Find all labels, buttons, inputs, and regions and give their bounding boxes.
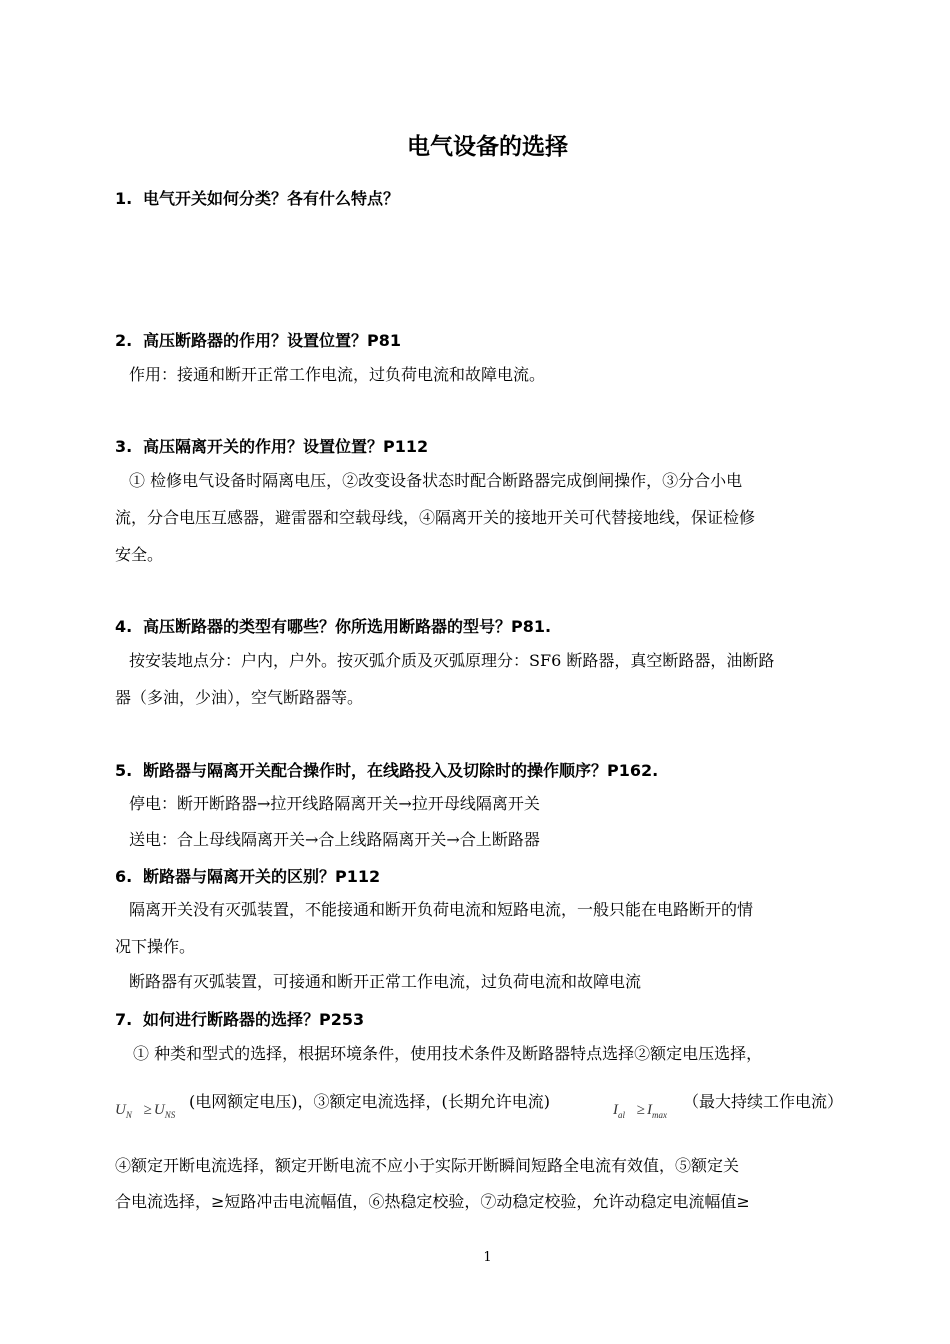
question-text: 高压断路器的类型有哪些？你所选用断路器的型号？P81. — [143, 617, 552, 636]
answer-7-line-4: 合电流选择，≥短路冲击电流幅值，⑥热稳定校验，⑦动稳定校验，允许动稳定电流幅值≥ — [115, 1192, 750, 1211]
answer-7-line-1: ① 种类和型式的选择，根据环境条件，使用技术条件及断路器特点选择②额定电压选择， — [133, 1044, 763, 1063]
question-text: 断路器与隔离开关配合操作时，在线路投入及切除时的操作顺序？P162. — [143, 761, 659, 780]
question-number: 7. — [115, 1010, 133, 1029]
formula-ial-ge-imax: $I_{al} \ge I_{max}$ — [613, 1102, 667, 1120]
question-4 — [115, 614, 551, 637]
question-text: 高压隔离开关的作用？设置位置？P112 — [143, 437, 429, 456]
question-number: 5. — [115, 761, 133, 780]
question-number: 6. — [115, 867, 133, 886]
answer-6-line-2: 况下操作。 — [115, 937, 196, 956]
question-number: 2. — [115, 331, 133, 350]
question-number: 3. — [115, 437, 133, 456]
question-6 — [115, 864, 380, 887]
answer-5-line-2: 送电：合上母线隔离开关→合上线路隔离开关→合上断路器 — [129, 830, 540, 849]
question-5 — [115, 758, 658, 781]
question-1 — [115, 186, 399, 209]
answer-7-line-2-text-a: (电网额定电压)，③额定电流选择，(长期允许电流) — [189, 1092, 550, 1111]
answer-6-line-3: 断路器有灭弧装置，可接通和断开正常工作电流，过负荷电流和故障电流 — [129, 972, 642, 991]
answer-3-line-2: 流，分合电压互感器，避雷器和空载母线，④隔离开关的接地开关可代替接地线，保证检修 — [115, 508, 756, 527]
question-3 — [115, 434, 428, 457]
answer-7-line-3: ④额定开断电流选择，额定开断电流不应小于实际开断瞬间短路全电流有效值，⑤额定关 — [115, 1156, 740, 1175]
question-text: 如何进行断路器的选择？P253 — [143, 1010, 365, 1029]
answer-5-line-1: 停电：断开断路器→拉开线路隔离开关→拉开母线隔离开关 — [129, 794, 540, 813]
formula-un-ge-uns: $U_N \ge U_{NS}$ — [115, 1102, 176, 1120]
answer-3-line-3: 安全。 — [115, 545, 164, 564]
answer-6-line-1: 隔离开关没有灭弧装置，不能接通和断开负荷电流和短路电流，一般只能在电路断开的情 — [129, 900, 754, 919]
answer-4-line-1: 按安装地点分：户内，户外。按灭弧介质及灭弧原理分：SF6 断路器，真空断路器，油断路 — [129, 651, 775, 670]
question-number: 4. — [115, 617, 133, 636]
question-2 — [115, 328, 401, 351]
question-text: 断路器与隔离开关的区别？P112 — [143, 867, 381, 886]
question-number: 1. — [115, 189, 133, 208]
question-7 — [115, 1007, 364, 1030]
page-number: 1 — [483, 1250, 492, 1265]
answer-3-line-1: ① 检修电气设备时隔离电压，②改变设备状态时配合断路器完成倒闸操作，③分合小电 — [129, 471, 743, 490]
question-text: 电气开关如何分类？各有什么特点？ — [143, 189, 400, 208]
page-title: 电气设备的选择 — [407, 134, 568, 160]
question-text: 高压断路器的作用？设置位置？P81 — [143, 331, 401, 350]
answer-4-line-2: 器（多油，少油），空气断路器等。 — [115, 688, 364, 707]
answer-2-line-1: 作用：接通和断开正常工作电流，过负荷电流和故障电流。 — [129, 365, 546, 384]
answer-7-line-2-text-b: （最大持续工作电流） — [683, 1092, 844, 1111]
